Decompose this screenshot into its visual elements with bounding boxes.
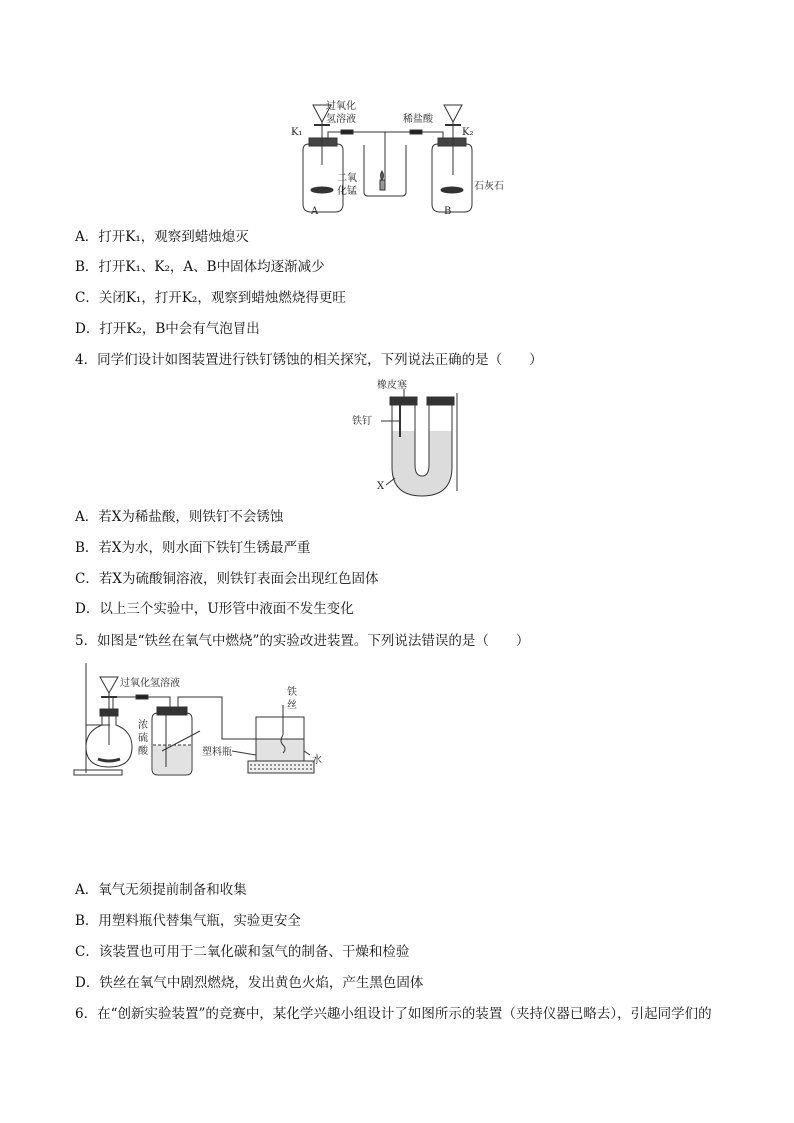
label-k1: K₁ bbox=[291, 127, 303, 138]
label-hcl: 稀盐酸 bbox=[403, 114, 433, 125]
label-limestone: 石灰石 bbox=[474, 181, 504, 192]
q5-option-d: D．铁丝在氧气中剧烈燃烧，发出黄色火焰，产生黑色固体 bbox=[75, 975, 424, 991]
q5-option-b: B．用塑料瓶代替集气瓶，实验更安全 bbox=[75, 913, 301, 929]
q5-apparatus-figure bbox=[0, 655, 794, 785]
q3-option-c: C．关闭K₁，打开K₂，观察到蜡烛燃烧得更旺 bbox=[75, 290, 346, 306]
label-mno2-1: 二氧 bbox=[337, 173, 357, 184]
q3-option-b: B．打开K₁、K₂，A、B中固体均逐渐减少 bbox=[75, 259, 325, 275]
label-wire-2: 丝 bbox=[287, 700, 297, 711]
q4-u-tube-figure bbox=[0, 375, 794, 505]
label-wire-1: 铁 bbox=[287, 687, 297, 698]
label-acid-1: 浓 bbox=[138, 720, 148, 731]
label-a: A bbox=[311, 206, 319, 217]
label-k2: K₂ bbox=[462, 127, 474, 138]
label-b: B bbox=[444, 206, 452, 217]
q3-option-a: A．打开K₁，观察到蜡烛熄灭 bbox=[75, 229, 249, 245]
q4-option-b: B．若X为水，则水面下铁钉生锈最严重 bbox=[75, 540, 311, 556]
q5-option-a: A．氧气无须提前制备和收集 bbox=[75, 882, 247, 898]
label-stopper: 橡皮塞 bbox=[377, 380, 407, 391]
q4-option-d: D．以上三个实验中，U形管中液面不发生变化 bbox=[75, 601, 354, 617]
label-h2o2: 过氧化氢溶液 bbox=[120, 678, 180, 689]
label-h2o2-2: 氢溶液 bbox=[326, 114, 356, 125]
label-plastic-bottle: 塑料瓶 bbox=[202, 747, 232, 758]
label-h2o2-1: 过氧化 bbox=[326, 101, 356, 112]
label-x: X bbox=[377, 481, 385, 492]
label-acid-2: 硫 bbox=[138, 733, 148, 744]
q3-option-d: D．打开K₂，B中会有气泡冒出 bbox=[75, 321, 260, 337]
label-nail: 铁钉 bbox=[352, 416, 372, 427]
q6-stem: 6．在“创新实验装置”的竞赛中，某化学兴趣小组设计了如图所示的装置（夹持仪器已略去），引起同学们的 bbox=[75, 1006, 712, 1022]
label-acid-3: 酸 bbox=[138, 746, 148, 757]
q5-option-c: C．该装置也可用于二氧化碳和氢气的制备、干燥和检验 bbox=[75, 944, 410, 960]
q3-apparatus-figure bbox=[0, 0, 794, 220]
q4-stem: 4．同学们设计如图装置进行铁钉锈蚀的相关探究，下列说法正确的是（ ） bbox=[75, 352, 543, 368]
label-water: 水 bbox=[312, 755, 322, 766]
q4-option-a: A．若X为稀盐酸，则铁钉不会锈蚀 bbox=[75, 509, 284, 525]
q5-stem: 5．如图是“铁丝在氧气中燃烧”的实验改进装置。下列说法错误的是（ ） bbox=[75, 633, 530, 649]
label-mno2-2: 化锰 bbox=[337, 186, 357, 197]
q4-option-c: C．若X为硫酸铜溶液，则铁钉表面会出现红色固体 bbox=[75, 571, 379, 587]
